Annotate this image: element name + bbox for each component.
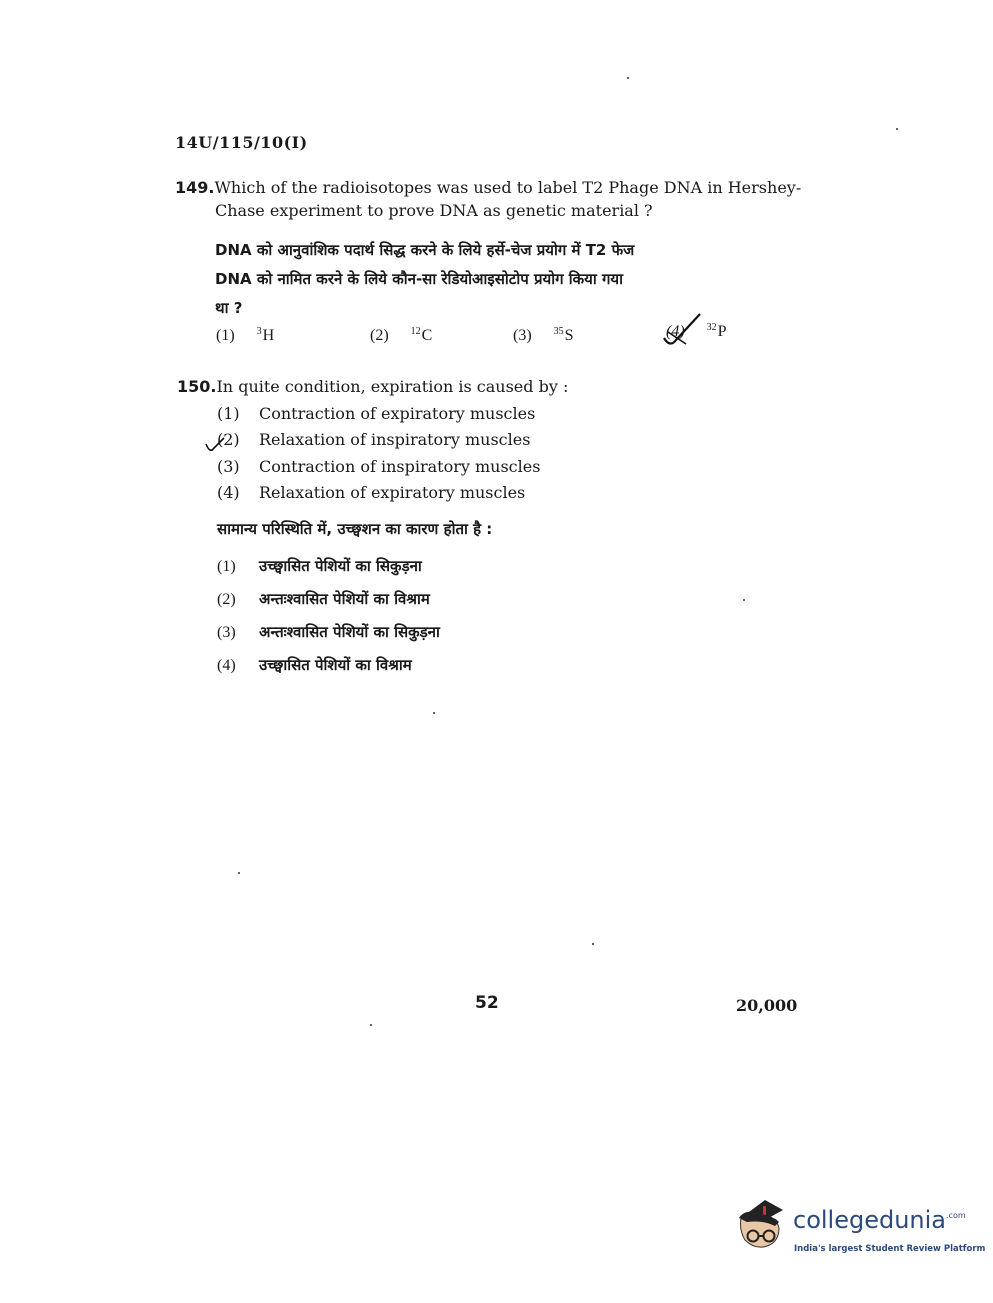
question-150 xyxy=(177,377,568,396)
scan-speck xyxy=(238,872,240,874)
q149-option-4: (4) $^{32}$P xyxy=(666,322,727,340)
logo-brand-text: collegedunia$^{.com}$ xyxy=(793,1206,966,1234)
scan-speck xyxy=(370,1024,372,1026)
q150-hindi-option-3: (3) अन्तःश्वासित पेशियों का सिकुड़ना xyxy=(217,623,440,641)
scan-speck xyxy=(896,128,898,130)
question-text: In quite condition, expiration is caused by : xyxy=(216,377,569,396)
question-text-line1: Which of the radioisotopes was used to label T2 Phage DNA in Hershey- xyxy=(214,178,802,197)
question-150-hindi: सामान्य परिस्थिति में, उच्छ्वशन का कारण होता है : xyxy=(217,520,493,538)
hindi-line3: था ? xyxy=(215,299,243,317)
question-149 xyxy=(175,176,815,222)
page-number: 52 xyxy=(475,993,499,1013)
scan-speck xyxy=(433,712,435,714)
q150-hindi-option-4: (4) उच्छ्वासित पेशियों का विश्राम xyxy=(217,656,412,674)
paper-code: 14U/115/10(I) xyxy=(175,133,308,152)
q150-hindi-option-2: (2) अन्तःश्वासित पेशियों का विश्राम xyxy=(217,590,430,608)
q150-option-3: (3) Contraction of inspiratory muscles xyxy=(217,457,541,476)
question-text-line2: Chase experiment to prove DNA as genetic material ? xyxy=(215,201,653,220)
copies-count: 20,000 xyxy=(736,996,798,1015)
question-number: 150. xyxy=(177,377,217,396)
hindi-line1: DNA को आनुवांशिक पदार्थ सिद्ध करने के लिये हर्से-चेज प्रयोग में T2 फेज xyxy=(215,241,635,259)
q150-option-4: (4) Relaxation of expiratory muscles xyxy=(217,483,526,502)
hindi-line2: DNA को नामित करने के लिये कौन-सा रेडियोआइसोटोप प्रयोग किया गया xyxy=(215,270,623,288)
q149-option-3: (3) $^{35}$S xyxy=(513,326,574,344)
scan-speck xyxy=(743,599,745,601)
q150-option-2: (2) Relaxation of inspiratory muscles xyxy=(217,430,531,449)
question-149-hindi xyxy=(215,236,815,323)
q150-hindi-option-1: (1) उच्छ्वासित पेशियों का सिकुड़ना xyxy=(217,557,422,575)
scan-speck xyxy=(592,943,594,945)
question-number: 149. xyxy=(175,178,215,197)
tick-mark-icon xyxy=(204,436,228,456)
q149-option-1: (1) $^3$H xyxy=(216,326,275,344)
q149-option-2: (2) $^{12}$C xyxy=(370,326,433,344)
q150-option-1: (1) Contraction of expiratory muscles xyxy=(217,404,536,423)
tick-mark-icon xyxy=(660,310,720,350)
scan-speck xyxy=(627,77,629,79)
logo-tagline: India's largest Student Review Platform xyxy=(794,1244,986,1254)
